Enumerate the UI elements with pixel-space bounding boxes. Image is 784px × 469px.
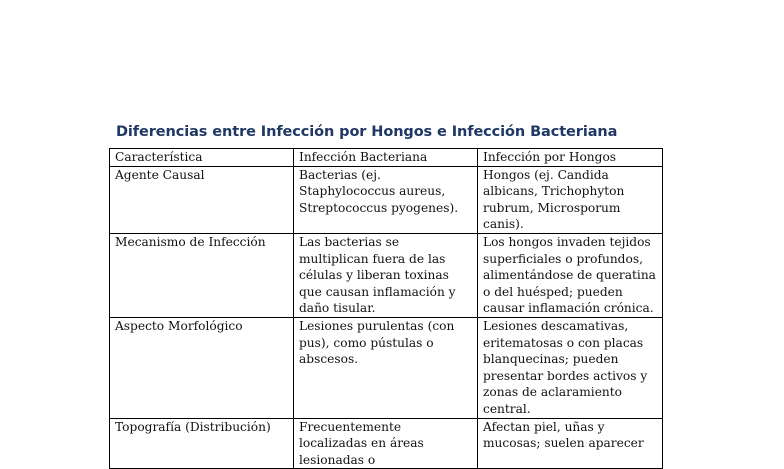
- table-row: [110, 317, 663, 418]
- table-header-row: [110, 149, 663, 167]
- cell-fungal: Hongos (ej. Candida albicans, Trichophyton rubrum, Microsporum canis).: [478, 166, 663, 233]
- cell-fungal: Lesiones descamativas, eritematosas o con placas blanquecinas; pueden presentar bordes activos y zonas de aclaramiento central.: [478, 317, 663, 418]
- cell-characteristic: Mecanismo de Infección: [110, 233, 294, 317]
- cell-fungal: Afectan piel, uñas y mucosas; suelen aparecer: [478, 418, 663, 469]
- header-fungal: Infección por Hongos: [478, 149, 663, 167]
- table-row: [110, 233, 663, 317]
- table-row: [110, 418, 663, 469]
- cell-characteristic: Topografía (Distribución): [110, 418, 294, 469]
- document-title: Diferencias entre Infección por Hongos e Infección Bacteriana: [116, 124, 618, 140]
- header-bacterial: Infección Bacteriana: [294, 149, 478, 167]
- cell-bacterial: Lesiones purulentas (con pus), como pústulas o abscesos.: [294, 317, 478, 418]
- cell-fungal: Los hongos invaden tejidos superficiales o profundos, alimentándose de queratina o del huésped; pueden causar inflamación crónica.: [478, 233, 663, 317]
- cell-characteristic: Aspecto Morfológico: [110, 317, 294, 418]
- cell-bacterial: Bacterias (ej. Staphylococcus aureus, Streptococcus pyogenes).: [294, 166, 478, 233]
- cell-bacterial: Las bacterias se multiplican fuera de las células y liberan toxinas que causan inflamación y daño tisular.: [294, 233, 478, 317]
- cell-bacterial: Frecuentemente localizadas en áreas lesionadas o: [294, 418, 478, 469]
- cell-characteristic: Agente Causal: [110, 166, 294, 233]
- comparison-table: [109, 148, 663, 469]
- table-row: [110, 166, 663, 233]
- header-characteristic: Característica: [110, 149, 294, 167]
